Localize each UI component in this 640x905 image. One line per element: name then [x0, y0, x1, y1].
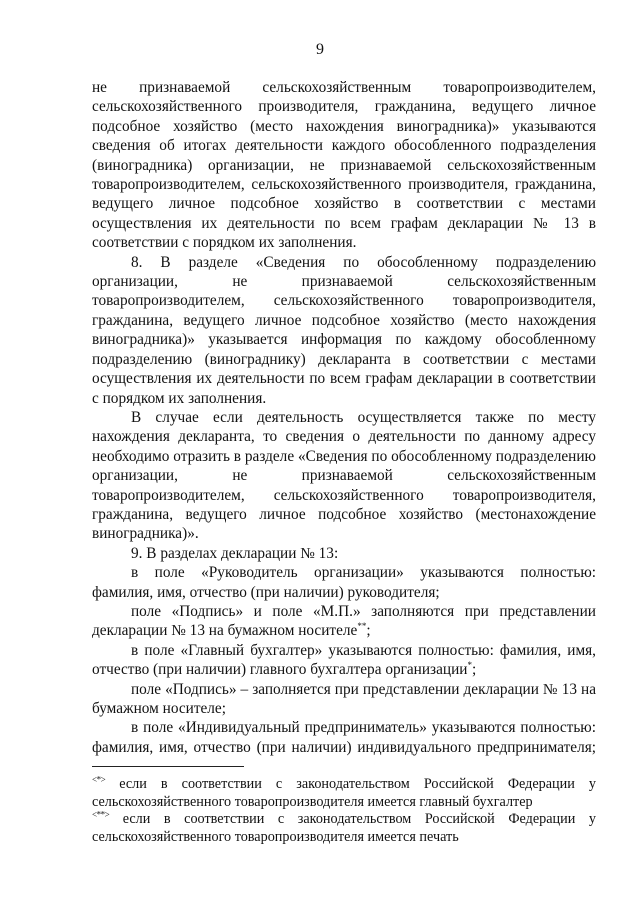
paragraph-case-note: В случае если деятельность осуществляется также по месту нахождения декларанта, то сведения о деятельности по данному адресу необходимо отразить в разделе «Сведения по обособленному подразделению организации, не признаваемой сельскохозяйственным товаропроизводителем, сельскохозяйственного товаропроизводителя, гражданина, ведущего личное подсобное хозяйство (местонахождение виноградника)».	[92, 408, 596, 543]
paragraph-item-8: 8. В разделе «Сведения по обособленному подразделению организации, не признаваемой сельскохозяйственным товаропроизводителем, сельскохозяйственного товаропроизводителя, гражданина, ведущего личное подсобное хозяйство (место нахождения виноградника)» указывается информация по каждому обособленному подразделению (винограднику) декларанта в соответствии с местами осуществления их деятельности по всем графам декларации в соответствии с порядком их заполнения.	[92, 253, 596, 407]
footnote-marker: <**>	[92, 809, 110, 820]
paragraph-chief-accountant	[92, 641, 596, 680]
paragraph-signature: поле «Подпись» – заполняется при представлении декларации № 13 на бумажном носителе;	[92, 680, 596, 717]
paragraph-tail: ;	[366, 622, 371, 640]
paragraph-item-9: 9. В разделах декларации № 13:	[131, 544, 339, 562]
paragraph-text: в поле «Главный бухгалтер» указываются полностью: фамилия, имя, отчество (при наличии) главного бухгалтера организации	[92, 641, 596, 679]
footnote-1	[92, 776, 596, 811]
paragraph-signature-stamp	[92, 602, 596, 641]
paragraph-head-field: в поле «Руководитель организации» указываются полностью: фамилия, имя, отчество (при наличии) руководителя;	[92, 564, 596, 601]
document-body	[92, 78, 596, 757]
footnote-text: если в соответствии с законодательством Российской Федерации у сельскохозяйственного товаропроизводителя имеется главный бухгалтер	[92, 776, 596, 810]
footnote-marker: <*>	[92, 774, 106, 785]
paragraph-text: поле «Подпись» и поле «М.П.» заполняются при представлении декларации № 13 на бумажном носителе	[92, 602, 596, 640]
footnote-text: если в соответствии с законодательством Российской Федерации у сельскохозяйственного товаропроизводителя имеется печать	[92, 811, 596, 845]
paragraph-entrepreneur: в поле «Индивидуальный предприниматель» указываются полностью: фамилия, имя, отчество (при наличии) индивидуального предпринимателя;	[92, 719, 596, 756]
footnote-divider	[92, 766, 244, 767]
paragraph-tail: ;	[471, 661, 477, 679]
footnote-ref-2: **	[357, 621, 367, 632]
paragraph-continuation: не признаваемой сельскохозяйственным товаропроизводителем, сельскохозяйственного производителя, гражданина, ведущего личное подсобное хозяйство (место нахождения виноградника)» указываются сведения об итогах деятельности каждого обособленного подразделения (виноградника) организации, не признаваемой сельскохозяйственным товаропроизводителем, сельскохозяйственного производителя, гражданина, ведущего личное подсобное хозяйство в соответствии с местами осуществления их деятельности по всем графам декларации № 13 в соответствии с порядком их заполнения.	[92, 79, 596, 252]
footnote-2	[92, 811, 596, 846]
footnote-ref-1: *	[467, 660, 472, 671]
page-number: 9	[316, 41, 324, 58]
footnotes	[92, 776, 596, 846]
